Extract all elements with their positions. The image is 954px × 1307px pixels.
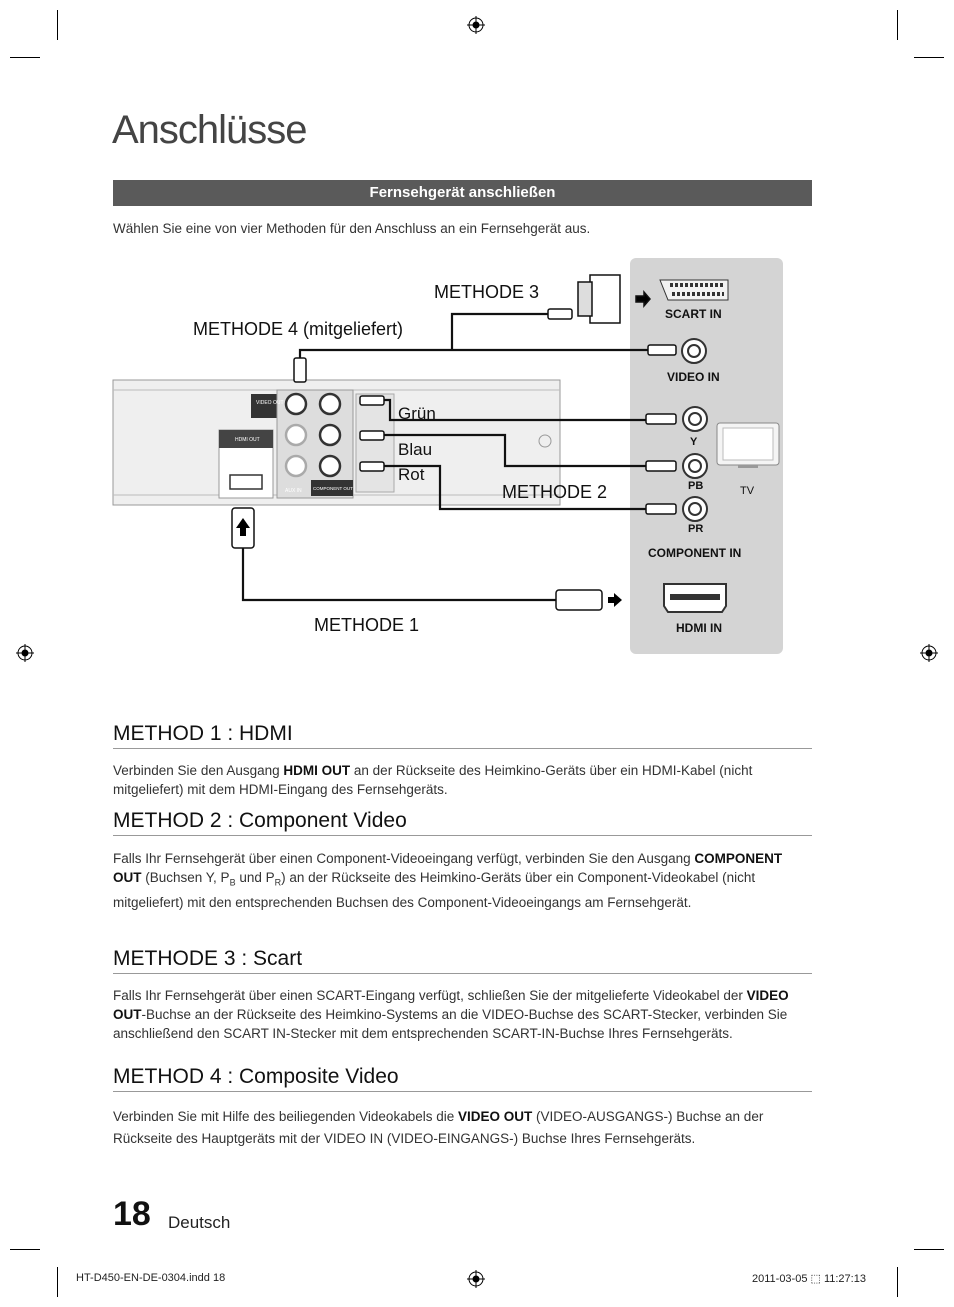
component-out-label: COMPONENT OUT [313,486,353,491]
method-1-text: Verbinden Sie den Ausgang HDMI OUT an der Rückseite des Heimkino-Geräts über ein HDMI-Kabel (nicht mitgeliefert) mit dem HDMI-Eingang des Fernsehgeräts. [113,763,753,797]
y-label: Y [690,436,698,448]
video-out-label: VIDEO OUT [256,400,284,406]
methode-1-label: METHODE 1 [314,615,420,635]
pb-label: PB [688,480,704,492]
crop-mark [57,10,58,40]
video-in-port [682,339,706,363]
aux-in-label: AUX IN [285,488,302,494]
crop-mark [10,1249,40,1250]
component-in-ports [683,407,707,521]
method-4-heading: METHOD 4 : Composite Video [113,1065,812,1092]
page-title: Anschlüsse [112,108,307,152]
scart-in-port [660,280,728,300]
page-number: 18 [113,1195,151,1233]
methode-3-label: METHODE 3 [434,282,540,302]
method-3-text: Falls Ihr Fernsehgerät über einen SCART-Eingang verfügt, schließen Sie der mitgelieferte Videokabel der VIDEO OUT-Buchse an der Rückseite des Heimkino-Systems an die VIDEO-Buchse des SCART-Stecker, verbinden Sie anschließend den SCART IN-Stecker mit dem entsprechenden SCART-IN-Buchse Ihres Fernsehgeräts. [113,988,789,1041]
intro-text: Wählen Sie eine von vier Methoden für den Anschluss an ein Fernsehgerät aus. [113,221,591,236]
scart-in-label: SCART IN [665,307,722,321]
blau-label: Blau [398,440,433,459]
method-3-heading: METHODE 3 : Scart [113,947,812,974]
methode-4-label: METHODE 4 (mitgeliefert) [193,319,404,339]
hdmi-in-port [664,584,726,612]
section-bar: Fernsehgerät anschließen [113,180,812,206]
method-4-text: Verbinden Sie mit Hilfe des beiliegenden Videokabels die VIDEO OUT (VIDEO-AUSGANGS-) Buchse an der Rückseite des Hauptgeräts mit der VIDEO IN (VIDEO-EINGANGS-) Buchse Ihres Fernsehgeräts. [113,1109,764,1146]
rot-label: Rot [398,465,425,484]
registration-mark-icon [467,16,485,34]
gruen-label: Grün [398,404,436,423]
crop-mark [914,1249,944,1250]
method-1-heading: METHOD 1 : HDMI [113,722,812,749]
hdmi-in-label: HDMI IN [676,621,722,635]
hdmi-out-label: HDMI OUT [235,437,260,443]
crop-mark [897,1267,898,1297]
methode-2-label: METHODE 2 [502,482,608,502]
crop-mark [897,10,898,40]
crop-mark [10,57,40,58]
footer-date: 2011-03-05 ⬚ 11:27:13 [752,1273,866,1285]
crop-mark [57,1267,58,1297]
component-in-label: COMPONENT IN [648,546,742,560]
footer-file: HT-D450-EN-DE-0304.indd 18 [76,1272,226,1284]
video-in-label: VIDEO IN [667,370,720,384]
crop-mark [914,57,944,58]
method-2-heading: METHOD 2 : Component Video [113,809,812,836]
connection-diagram [0,250,954,670]
page-language: Deutsch [168,1213,231,1232]
registration-mark-icon [467,1270,485,1288]
method-2-text: Falls Ihr Fernsehgerät über einen Component-Videoeingang verfügt, verbinden Sie den Ausgang COMPONENT OUT (Buchsen Y, $P_B$ und $P_R$) an der Rückseite des Heimkino-Geräts über ein Component-Videokabel (nicht mitgeliefert) mit den entsprechenden Buchsen des Component-Videoeingangs am Fernsehgerät. [113,851,783,910]
arrow-icon [608,593,622,607]
pr-label: PR [688,523,704,535]
tv-icon [717,423,779,468]
tv-label: TV [740,485,755,497]
